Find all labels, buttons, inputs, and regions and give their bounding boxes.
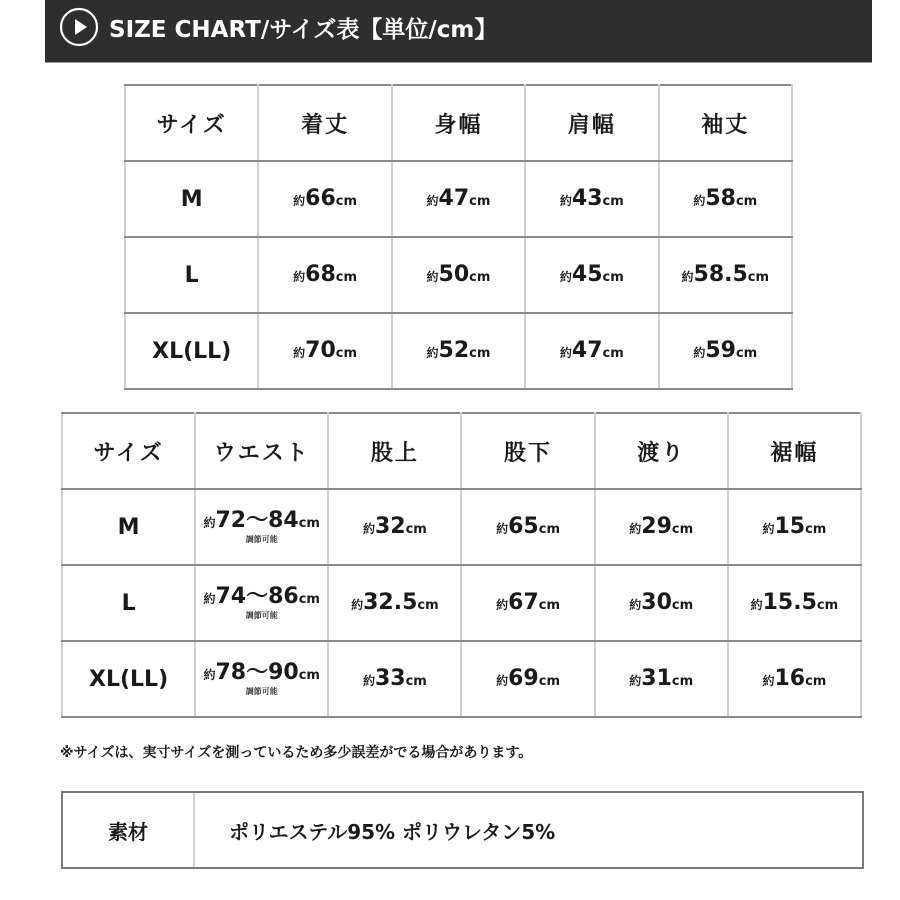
column-header: 袖丈	[659, 85, 792, 161]
column-header: 着丈	[258, 85, 391, 161]
measurement-cell: 約58.5cm	[659, 237, 792, 313]
table-row	[62, 489, 861, 565]
column-header: サイズ	[62, 413, 195, 489]
measurement-cell: 約58cm	[659, 161, 792, 237]
top-size-table	[124, 84, 793, 390]
measurement-cell: 約74〜86cm 調節可能	[195, 565, 328, 641]
measurement-cell: 約16cm	[728, 641, 861, 717]
table-row	[125, 237, 792, 313]
play-circle-icon	[59, 7, 99, 47]
measurement-cell: 約69cm	[461, 641, 594, 717]
column-header: 裾幅	[728, 413, 861, 489]
page-title: SIZE CHART/サイズ表【単位/cm】	[109, 17, 498, 43]
adjustable-note: 調節可能	[245, 610, 278, 620]
material-value: ポリエステル95% ポリウレタン5%	[229, 819, 556, 844]
adjustable-note: 調節可能	[245, 686, 278, 696]
size-label: XL(LL)	[125, 313, 258, 389]
measurement-cell: 約32.5cm	[328, 565, 461, 641]
material-box	[61, 791, 864, 869]
column-header: 身幅	[392, 85, 525, 161]
measurement-cell: 約43cm	[525, 161, 658, 237]
table-header-row	[62, 413, 861, 489]
column-header: 股上	[328, 413, 461, 489]
adjustable-note: 調節可能	[245, 534, 278, 544]
measurement-cell: 約29cm	[595, 489, 728, 565]
measurement-cell: 約47cm	[525, 313, 658, 389]
column-header: 渡り	[595, 413, 728, 489]
table-row	[125, 313, 792, 389]
table-row	[125, 161, 792, 237]
measurement-cell: 約59cm	[659, 313, 792, 389]
table-header-row	[125, 85, 792, 161]
measurement-cell: 約15cm	[728, 489, 861, 565]
measurement-cell: 約50cm	[392, 237, 525, 313]
size-label: M	[62, 489, 195, 565]
table-row	[62, 565, 861, 641]
table-row	[62, 641, 861, 717]
measurement-cell: 約68cm	[258, 237, 391, 313]
material-label: 素材	[63, 793, 195, 867]
measurement-cell: 約70cm	[258, 313, 391, 389]
measurement-cell: 約33cm	[328, 641, 461, 717]
size-label: M	[125, 161, 258, 237]
size-label: L	[62, 565, 195, 641]
measurement-cell: 約66cm	[258, 161, 391, 237]
measurement-cell: 約47cm	[392, 161, 525, 237]
column-header: 股下	[461, 413, 594, 489]
column-header: ウエスト	[195, 413, 328, 489]
measurement-cell: 約72〜84cm 調節可能	[195, 489, 328, 565]
size-chart-header	[45, 0, 872, 62]
measurement-cell: 約32cm	[328, 489, 461, 565]
measurement-cell: 約45cm	[525, 237, 658, 313]
measurement-cell: 約30cm	[595, 565, 728, 641]
measurement-cell: 約52cm	[392, 313, 525, 389]
measurement-cell: 約15.5cm	[728, 565, 861, 641]
size-label: L	[125, 237, 258, 313]
measurement-cell: 約31cm	[595, 641, 728, 717]
size-disclaimer-note: ※サイズは、実寸サイズを測っているため多少誤差がでる場合があります。	[60, 745, 533, 761]
column-header: サイズ	[125, 85, 258, 161]
measurement-cell: 約67cm	[461, 565, 594, 641]
column-header: 肩幅	[525, 85, 658, 161]
measurement-cell: 約78〜90cm 調節可能	[195, 641, 328, 717]
measurement-cell: 約65cm	[461, 489, 594, 565]
bottom-size-table	[61, 412, 862, 718]
size-label: XL(LL)	[62, 641, 195, 717]
